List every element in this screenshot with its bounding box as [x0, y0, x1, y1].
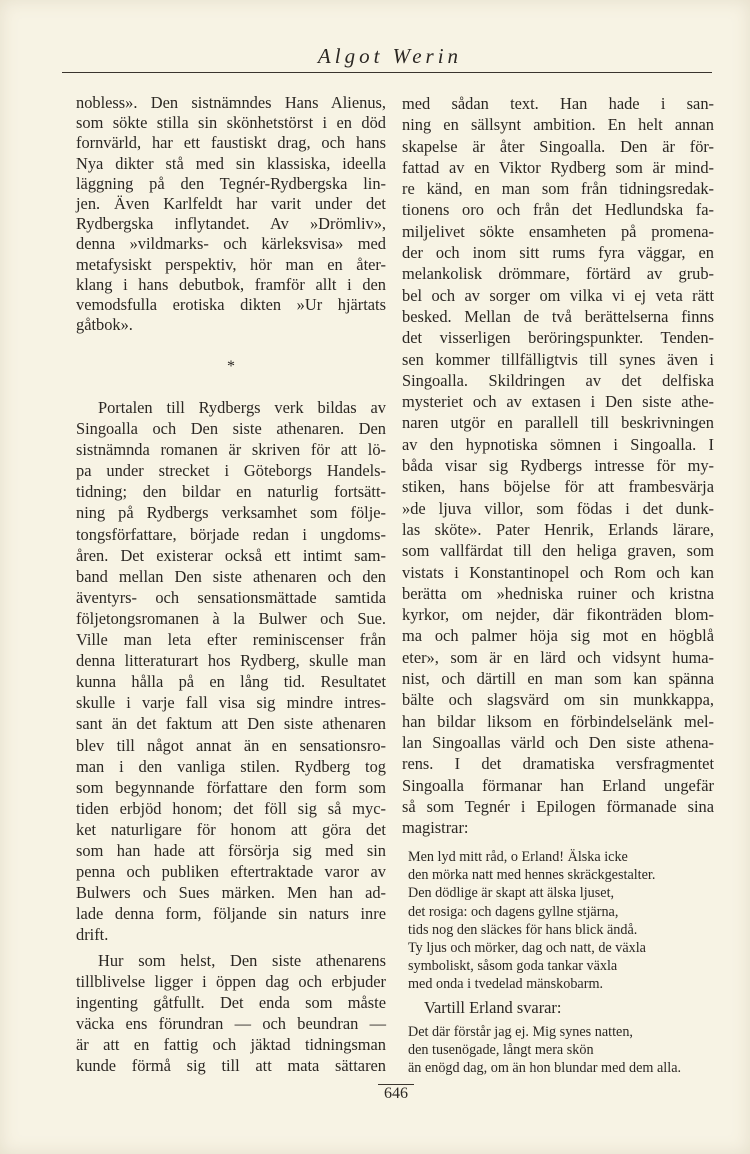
text-line: gåtbok».: [76, 315, 133, 335]
left-paragraph-hur-som-helst: [76, 951, 386, 1076]
text-line: Ville man leta efter reminiscenser från: [76, 630, 386, 650]
left-paragraph-continued: [76, 93, 386, 335]
text-line: båda visar sig Rydbergs intresse för my-: [402, 456, 714, 476]
text-line: ingenting gåtfullt. Det enda som måste: [76, 992, 386, 1012]
header-rule: [62, 72, 712, 73]
text-line: den tusenögade, långt mera skön: [408, 1042, 594, 1059]
text-line: så som Tegnér i Epilogen förmanade sina: [402, 796, 714, 816]
text-line: han bildar liksom en förbindelselänk mel-: [402, 711, 714, 731]
text-line: denna litteraturart hos Rydberg, skulle man: [76, 651, 386, 671]
right-paragraph: [402, 93, 714, 838]
text-line: Det där förstår jag ej. Mig synes natten,: [408, 1024, 633, 1040]
text-line: rens. I det dramatiska versfragmentet: [402, 754, 714, 774]
text-line: jen. Även Karlfeldt har varit under det: [76, 194, 386, 214]
text-line: fornvärld, har ett faustiskt drag, och hans: [76, 133, 386, 153]
text-line: som sökte stilla sin skönhetstörst i en död: [76, 113, 386, 133]
text-line: eter», som är en lärd och vidsynt huma-: [402, 647, 714, 667]
text-line: ma och palmer höja sig mot en högblå: [402, 626, 714, 646]
text-line: av den hypnotiska sömnen i Singoalla. I: [402, 434, 714, 454]
text-line: vemodsfulla erotiska dikten »Ur hjärtats: [76, 295, 386, 315]
text-line: man i den vanliga stilen. Rydberg tog: [76, 756, 386, 776]
text-line: än enögd dag, om än hon blundar med dem alla.: [408, 1060, 682, 1077]
text-line: penna och publiken eftertraktade varor av: [76, 862, 386, 882]
text-line: mysteriet och av extasen i Den siste athe-: [402, 392, 714, 412]
text-line: Ty ljus och mörker, dag och natt, de växla: [408, 940, 646, 957]
text-line: lan Singoallas värld och Den siste athena-: [402, 732, 714, 752]
text-line: naren utgör en parallell till beskrivningen: [402, 413, 714, 433]
text-line: vistats i Konstantinopel och Rom och kan: [402, 562, 714, 582]
text-line: Hur som helst, Den siste athenarens: [98, 951, 386, 970]
text-line: tionens oro och från det Hedlundska fa-: [402, 200, 714, 220]
text-line: följetongsromanen à la Bulwer och Sue.: [76, 608, 386, 628]
verse-quote-erland: [408, 1023, 720, 1078]
text-line: bälte och slagsvärd om sin munkkappa,: [402, 690, 714, 710]
verse-reply-intro: Vartill Erland svarar:: [424, 998, 562, 1017]
text-line: väcka ens förundran — och beundran —: [76, 1013, 386, 1033]
text-line: melankolisk drömmare, förtärd av grub-: [402, 264, 714, 284]
text-line: metafysiskt perspektiv, hör man en åter-: [76, 254, 386, 274]
text-line: band mellan Den siste athenaren och den: [76, 566, 386, 586]
text-line: kunna hålla på en lång tid. Resultatet: [76, 672, 386, 692]
text-line: ket naturligare för honom att göra det: [76, 819, 386, 839]
text-line: Singoalla och Den siste athenaren. Den: [76, 419, 386, 439]
text-line: åren. Det existerar också ett intimt sam-: [76, 545, 386, 565]
text-line: »de ljuva villor, som födas i det dunk-: [402, 498, 714, 518]
text-line: det visserligen beröringspunkter. Tenden-: [402, 328, 714, 348]
text-line: Portalen till Rydbergs verk bildas av: [98, 398, 386, 417]
text-line: stiken, hans böjelse för att frambesvärja: [402, 477, 714, 497]
text-line: besked. Mellan de två berättelserna finns: [402, 306, 714, 326]
text-line: Singoalla. Skildringen av det delfiska: [402, 370, 714, 390]
text-line: sen kommer tillfälligtvis till synes även i: [402, 349, 714, 369]
text-line: med sådan text. Han hade i san-: [402, 94, 714, 113]
text-line: fattad av en Viktor Rydberg som är mind-: [402, 157, 714, 177]
text-line: är att en fattig och jäktad tidningsman: [76, 1034, 386, 1054]
text-line: skapelse är åter Singoalla. Den är för-: [402, 136, 714, 156]
page-number: 646: [378, 1084, 414, 1103]
text-line: ning en sällsynt ambition. En helt annan: [402, 115, 714, 135]
text-line: Rydbergska inflytandet. Av »Drömliv»,: [76, 214, 386, 234]
text-line: tiden erbjöd honom; det föll sig så myc-: [76, 798, 386, 818]
text-line: kyrkor, om nejder, där fikonträden blom-: [402, 605, 714, 625]
text-line: ning på Rydbergs verksamhet som följe-: [76, 503, 386, 523]
text-line: lade denna form, följande sin naturs inre: [76, 904, 386, 924]
running-head-author: Algot Werin: [317, 44, 463, 68]
text-line: den mörka natt med hennes skräckgestalter.: [408, 867, 656, 884]
text-line: re känd, en man som från tidningsredak-: [402, 179, 714, 199]
text-line: drift.: [76, 925, 109, 945]
text-line: Nya dikter stå med sin klassiska, ideella: [76, 153, 386, 173]
text-line: tillblivelse ligger i öppen dag och erbjuder: [76, 971, 386, 991]
text-line: nist, och därtill en man som kan spänna: [402, 669, 714, 689]
text-line: det rosiga: och dagens gyllne stjärna,: [408, 903, 619, 920]
text-line: blev till något annat än en sensationsro-: [76, 735, 386, 755]
text-line: tidning; den bildar en naturlig fortsätt-: [76, 482, 386, 502]
text-line: som begynnande författare den form som: [76, 777, 386, 797]
text-line: Den dödlige är skapt att älska ljuset,: [408, 885, 615, 902]
text-line: sant än det faktum att Den siste athenaren: [76, 714, 386, 734]
text-line: berätta om »hedniska ruiner och kristna: [402, 583, 714, 603]
section-separator: *: [227, 358, 235, 375]
text-line: pa under strecket i Göteborgs Handels-: [76, 461, 386, 481]
text-line: äventyrs- och sensationsmättade samtida: [76, 587, 386, 607]
text-line: som vallfärdat till den heliga graven, som: [402, 541, 714, 561]
text-line: skulle i varje fall visa sig mindre intres-: [76, 693, 386, 713]
text-line: med onda i tvedelad mänskobarm.: [408, 976, 604, 993]
text-line: Bulwers och Sues märken. Men han ad-: [76, 883, 386, 903]
left-paragraph-portalen: [76, 397, 386, 945]
text-line: Singoalla förmanar han Erland ungefär: [402, 775, 714, 795]
text-line: som han hade att försörja sig med sin: [76, 840, 386, 860]
text-line: kunde förmå sig till att mata sättaren: [76, 1055, 386, 1075]
text-line: nobless». Den sistnämndes Hans Alienus,: [76, 93, 386, 112]
text-line: der och inom sitt rums fyra väggar, en: [402, 243, 714, 263]
text-line: Men lyd mitt råd, o Erland! Älska icke: [408, 849, 628, 865]
text-line: tids nog den släckes för hans blick ändå.: [408, 921, 638, 938]
text-line: magistrar:: [402, 818, 469, 838]
text-line: las sköte». Pater Henrik, Erlands lärare,: [402, 519, 714, 539]
verse-quote-henrik: [408, 848, 720, 994]
text-line: sistnämnda romanen är skriven för att lö-: [76, 440, 386, 460]
text-line: klang i hans debutbok, framför allt i den: [76, 274, 386, 294]
text-line: tongsförfattare, började redan i ungdoms-: [76, 524, 386, 544]
text-line: denna »vildmarks- och kärleksvisa» med: [76, 234, 386, 254]
text-line: symboliskt, såsom goda tankar växla: [408, 958, 618, 975]
text-line: läggning på den Tegnér-Rydbergska lin-: [76, 173, 386, 193]
text-line: miljelivet sökte ensamheten på promena-: [402, 221, 714, 241]
text-line: bel och av sorger om vilka vi ej veta rätt: [402, 285, 714, 305]
